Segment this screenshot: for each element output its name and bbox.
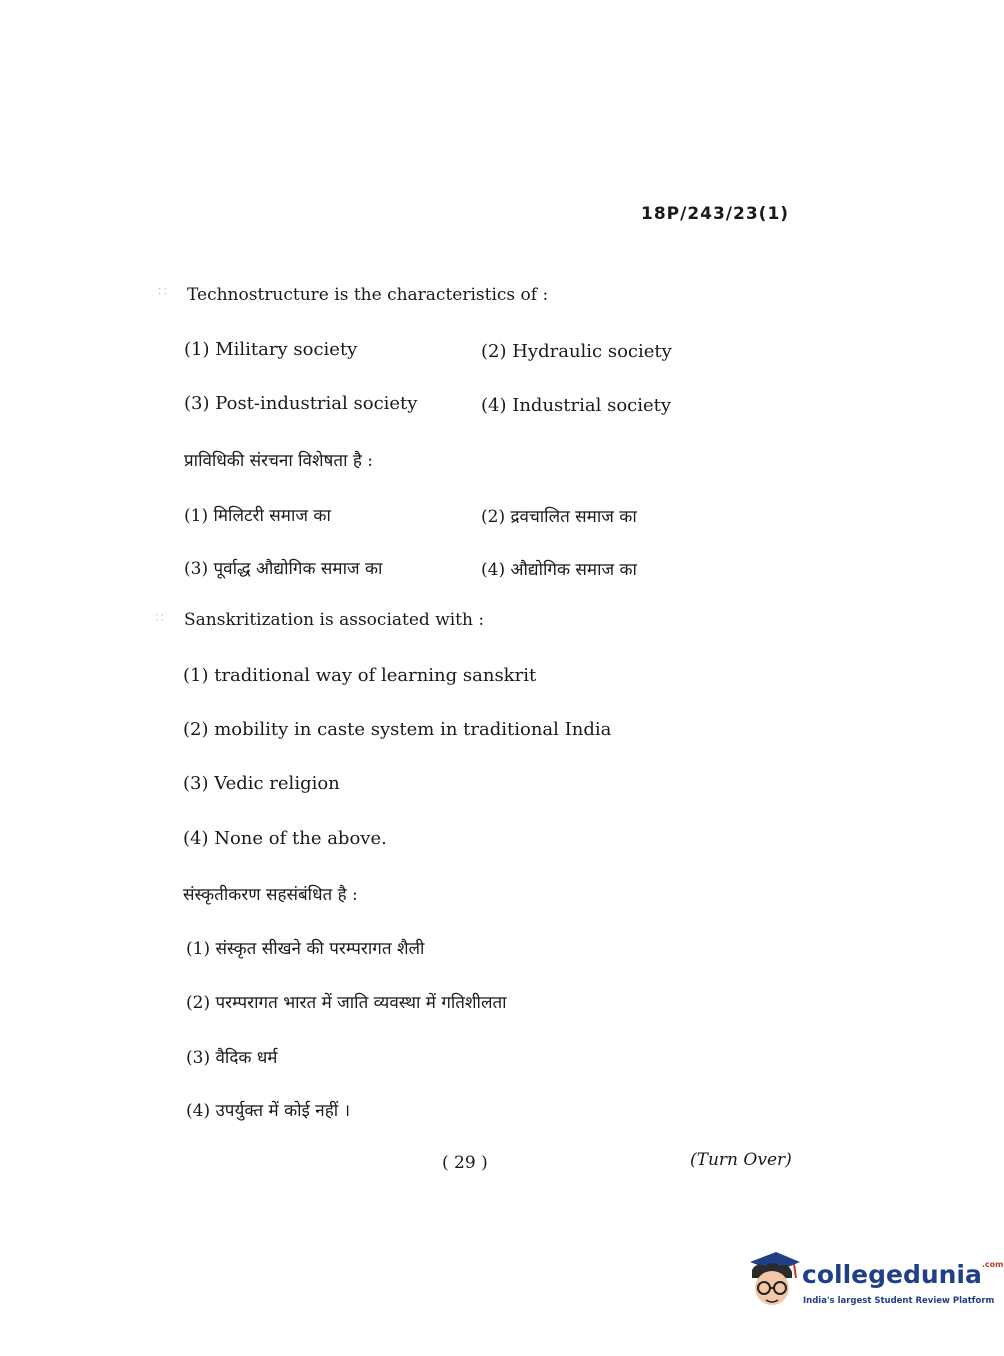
option-hi: (2) द्रवचालित समाज का (481, 507, 637, 527)
collegedunia-logo[interactable] (742, 1248, 1004, 1322)
option-en: (4) Industrial society (481, 395, 672, 416)
option-en: (3) Post-industrial society (184, 393, 418, 414)
question-text-hi: संस्कृतीकरण सहसंबंधित है : (183, 885, 358, 905)
option-en: (3) Vedic religion (183, 773, 340, 794)
turn-over-note: (Turn Over) (690, 1150, 792, 1170)
option-en: (2) mobility in caste system in traditional India (183, 719, 612, 740)
option-hi: (3) पूर्वाद्ध औद्योगिक समाज का (184, 559, 383, 579)
question-number: ∷ (158, 284, 167, 300)
option-hi: (2) परम्परागत भारत में जाति व्यवस्था में गतिशीलता (186, 993, 507, 1013)
question-text-hi: प्राविधिकी संरचना विशेषता है : (184, 451, 374, 471)
mascot-icon (742, 1248, 802, 1314)
paper-code: 18P/243/23(1) (641, 204, 790, 224)
option-hi: (3) वैदिक धर्म (186, 1048, 278, 1068)
logo-suffix: .com (981, 1260, 1004, 1269)
question-text-en: Sanskritization is associated with : (184, 610, 485, 630)
page-number: ( 29 ) (442, 1153, 488, 1173)
question-text-en: Technostructure is the characteristics of : (187, 285, 549, 305)
option-en: (4) None of the above. (183, 828, 387, 849)
option-hi: (1) मिलिटरी समाज का (184, 506, 331, 526)
option-hi: (4) औद्योगिक समाज का (481, 560, 637, 580)
logo-name: collegedunia (802, 1260, 982, 1289)
option-en: (1) Military society (184, 339, 358, 360)
option-en: (2) Hydraulic society (481, 341, 672, 362)
logo-tagline: India's largest Student Review Platform (803, 1296, 995, 1306)
logo-wordmark (802, 1260, 1004, 1289)
option-hi: (4) उपर्युक्त में कोई नहीं । (186, 1101, 351, 1121)
option-hi: (1) संस्कृत सीखने की परम्परागत शैली (186, 939, 425, 959)
question-number: ∷ (155, 610, 164, 626)
option-en: (1) traditional way of learning sanskrit (183, 665, 537, 686)
